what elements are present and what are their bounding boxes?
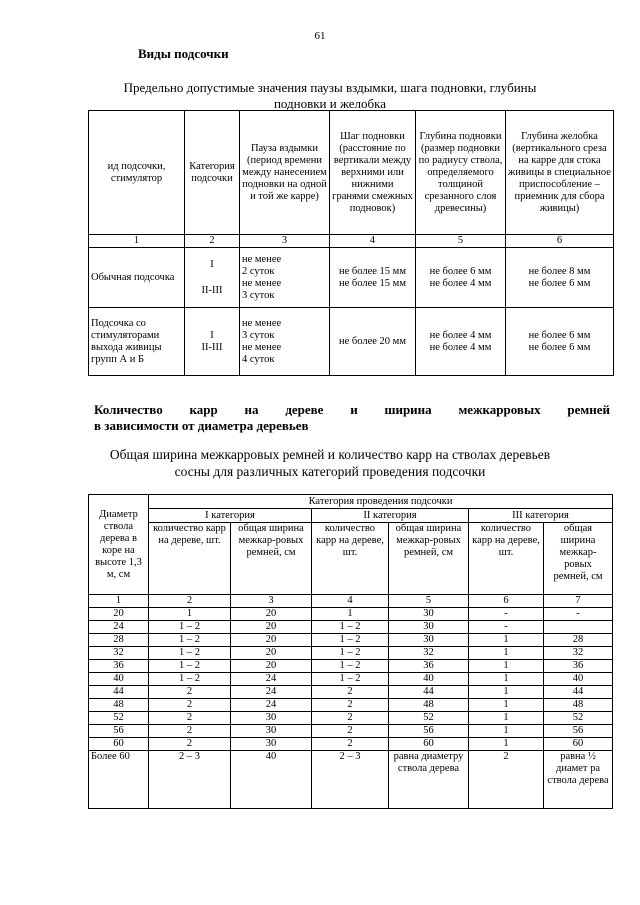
table-row <box>89 621 613 634</box>
table-cell: 52 <box>544 712 613 725</box>
table-cell: 1 <box>149 608 231 621</box>
table-row <box>89 608 613 621</box>
diameter-cell: 24 <box>89 621 149 634</box>
column-numbers-row <box>89 595 613 608</box>
table-cell: 60 <box>389 738 469 751</box>
table-cell: 1 <box>469 660 544 673</box>
diameter-cell: 60 <box>89 738 149 751</box>
col-number: 5 <box>416 235 506 248</box>
table-cell: 2 <box>312 738 389 751</box>
table-cell: 20 <box>231 608 312 621</box>
table-cell: 2 – 3 <box>312 751 389 809</box>
section-heading-2: Количество карр на дереве и ширина межкарровых ремней в зависимости от диаметра деревьев <box>94 402 610 433</box>
diameter-cell: 20 <box>89 608 149 621</box>
groove-cell: не более 6 мм не более 6 мм <box>506 308 614 376</box>
col-number: 6 <box>506 235 614 248</box>
table-cell: 1 <box>469 673 544 686</box>
diameter-cell: 52 <box>89 712 149 725</box>
count-header: количество карр на дереве, шт. <box>312 523 389 595</box>
step-cell: не более 20 мм <box>330 308 416 376</box>
table-cell: 44 <box>389 686 469 699</box>
groove-cell: не более 8 мм не более 6 мм <box>506 248 614 308</box>
diameter-cell: Более 60 <box>89 751 149 809</box>
table-cell: 1 – 2 <box>149 621 231 634</box>
header-type: ид подсочки, стимулятор <box>89 111 185 235</box>
table2-caption: Общая ширина межкарровых ремней и количество карр на стволах деревьев сосны для различных категорий проведения подсочки <box>109 447 551 479</box>
pause-cell: не менее 2 суток не менее 3 суток <box>240 248 330 308</box>
diameter-cell: 32 <box>89 647 149 660</box>
table-cell: 30 <box>389 634 469 647</box>
table-cell: 24 <box>231 673 312 686</box>
table-cell <box>544 621 613 634</box>
header-step: Шаг подновки (расстояние по вертикали между верхними или нижними гранями смежных подновок) <box>330 111 416 235</box>
table-cell: 2 <box>149 699 231 712</box>
table-row <box>89 660 613 673</box>
table-cell: 36 <box>544 660 613 673</box>
table-cell: 32 <box>544 647 613 660</box>
table-row <box>89 248 614 308</box>
table-row <box>89 673 613 686</box>
column-numbers-row <box>89 235 614 248</box>
table-cell: 44 <box>544 686 613 699</box>
col-number: 4 <box>312 595 389 608</box>
count-header: количество карр на дереве, шт. <box>149 523 231 595</box>
table-cell: 1 <box>469 686 544 699</box>
table-cell: - <box>544 608 613 621</box>
width-header: общая ширина межкар-ровых ремней, см <box>231 523 312 595</box>
table-cell: 2 <box>149 686 231 699</box>
table-cell: 20 <box>231 634 312 647</box>
category-group-header: Категория проведения подсочки <box>149 495 613 509</box>
table-cell: равна диаметру ствола дерева <box>389 751 469 809</box>
table-row <box>89 686 613 699</box>
category-cell: I II-III <box>185 308 240 376</box>
table-cell: 2 <box>312 712 389 725</box>
col-number: 1 <box>89 595 149 608</box>
table-cell: 1 – 2 <box>312 660 389 673</box>
step-cell: не более 15 мм не более 15 мм <box>330 248 416 308</box>
table-cell: 1 – 2 <box>312 634 389 647</box>
table-cell: 60 <box>544 738 613 751</box>
table-cell: 52 <box>389 712 469 725</box>
table-cell: 1 – 2 <box>312 621 389 634</box>
table-cell: 40 <box>231 751 312 809</box>
table-cell: 1 – 2 <box>312 647 389 660</box>
width-header: общая ширина межкар-ровых ремней, см <box>544 523 613 595</box>
category-iii-header: III категория <box>469 509 613 523</box>
table-cell: 30 <box>231 725 312 738</box>
count-header: количество карр на дереве, шт. <box>469 523 544 595</box>
col-number: 5 <box>389 595 469 608</box>
col-number: 7 <box>544 595 613 608</box>
table-row <box>89 738 613 751</box>
section-heading: Виды подсочки <box>138 46 229 61</box>
col-number: 1 <box>89 235 185 248</box>
page-number: 61 <box>314 30 326 42</box>
table-row <box>89 712 613 725</box>
table-cell: 2 <box>312 686 389 699</box>
table-cell: 2 <box>312 725 389 738</box>
table-cell: - <box>469 621 544 634</box>
table-cell: 1 <box>469 699 544 712</box>
depth-cell: не более 4 мм не более 4 мм <box>416 308 506 376</box>
table-row <box>89 634 613 647</box>
table-cell: 1 – 2 <box>149 660 231 673</box>
table-cell: 24 <box>231 699 312 712</box>
carr-width-table <box>88 494 613 809</box>
table-row <box>89 699 613 712</box>
col-number: 2 <box>185 235 240 248</box>
table-row <box>89 751 613 809</box>
table-row <box>89 647 613 660</box>
table-cell: 36 <box>389 660 469 673</box>
col-number: 3 <box>231 595 312 608</box>
table-cell: 1 <box>312 608 389 621</box>
col-number: 4 <box>330 235 416 248</box>
diameter-cell: 28 <box>89 634 149 647</box>
table-cell: 1 <box>469 712 544 725</box>
table-cell: 2 – 3 <box>149 751 231 809</box>
table-cell: 24 <box>231 686 312 699</box>
header-depth: Глубина подновки (размер подновки по радиусу ствола, определяемого толщиной срезанного слоя древесины) <box>416 111 506 235</box>
table-cell: 1 <box>469 738 544 751</box>
table-cell: 30 <box>231 712 312 725</box>
diameter-cell: 48 <box>89 699 149 712</box>
table-cell: 2 <box>149 738 231 751</box>
tapping-limits-table <box>88 110 614 376</box>
diameter-cell: 44 <box>89 686 149 699</box>
width-header: общая ширина межкар-ровых ремней, см <box>389 523 469 595</box>
diameter-cell: 40 <box>89 673 149 686</box>
col-number: 6 <box>469 595 544 608</box>
table-cell: 2 <box>469 751 544 809</box>
table-cell: 30 <box>231 738 312 751</box>
tapping-type: Подсочка со стимуляторами выхода живицы групп А и Б <box>89 308 185 376</box>
table1-caption: Предельно допустимые значения паузы вздымки, шага подновки, глубины подновки и желобка <box>123 80 537 111</box>
table-cell: 56 <box>544 725 613 738</box>
category-cell: I II-III <box>185 248 240 308</box>
table-cell: 48 <box>389 699 469 712</box>
table-cell: 2 <box>312 699 389 712</box>
table-cell: 1 <box>469 647 544 660</box>
depth-cell: не более 6 мм не более 4 мм <box>416 248 506 308</box>
table-cell: 20 <box>231 660 312 673</box>
table-cell: 1 – 2 <box>149 647 231 660</box>
table-cell: - <box>469 608 544 621</box>
table-cell: 1 – 2 <box>312 673 389 686</box>
table-cell: 30 <box>389 621 469 634</box>
category-ii-header: II категория <box>312 509 469 523</box>
table-cell: 20 <box>231 621 312 634</box>
table-cell: 1 – 2 <box>149 634 231 647</box>
table-cell: 56 <box>389 725 469 738</box>
table-cell: 20 <box>231 647 312 660</box>
diameter-cell: 56 <box>89 725 149 738</box>
table-cell: 40 <box>544 673 613 686</box>
table-cell: 40 <box>389 673 469 686</box>
col-number: 2 <box>149 595 231 608</box>
table-cell: 1 <box>469 634 544 647</box>
table-cell: 1 <box>469 725 544 738</box>
table-cell: 2 <box>149 712 231 725</box>
tapping-type: Обычная подсочка <box>89 248 185 308</box>
table-row <box>89 725 613 738</box>
table-cell: 28 <box>544 634 613 647</box>
table-cell: 1 – 2 <box>149 673 231 686</box>
header-pause: Пауза вздымки (период времени между нанесением подновки на одной и той же карре) <box>240 111 330 235</box>
diameter-cell: 36 <box>89 660 149 673</box>
diameter-header: Диаметр ствола дерева в коре на высоте 1,3 м, см <box>89 495 149 595</box>
table-cell: 2 <box>149 725 231 738</box>
table-cell: 48 <box>544 699 613 712</box>
pause-cell: не менее 3 суток не менее 4 суток <box>240 308 330 376</box>
category-i-header: I категория <box>149 509 312 523</box>
table-cell: 30 <box>389 608 469 621</box>
col-number: 3 <box>240 235 330 248</box>
table-cell: 32 <box>389 647 469 660</box>
table-cell: равна ½ диамет ра ствола дерева <box>544 751 613 809</box>
header-groove: Глубина желобка (вертикального среза на карре для стока живицы в специальное приспособление – приемник для сбора живицы) <box>506 111 614 235</box>
header-category: Категория подсочки <box>185 111 240 235</box>
table-row <box>89 308 614 376</box>
